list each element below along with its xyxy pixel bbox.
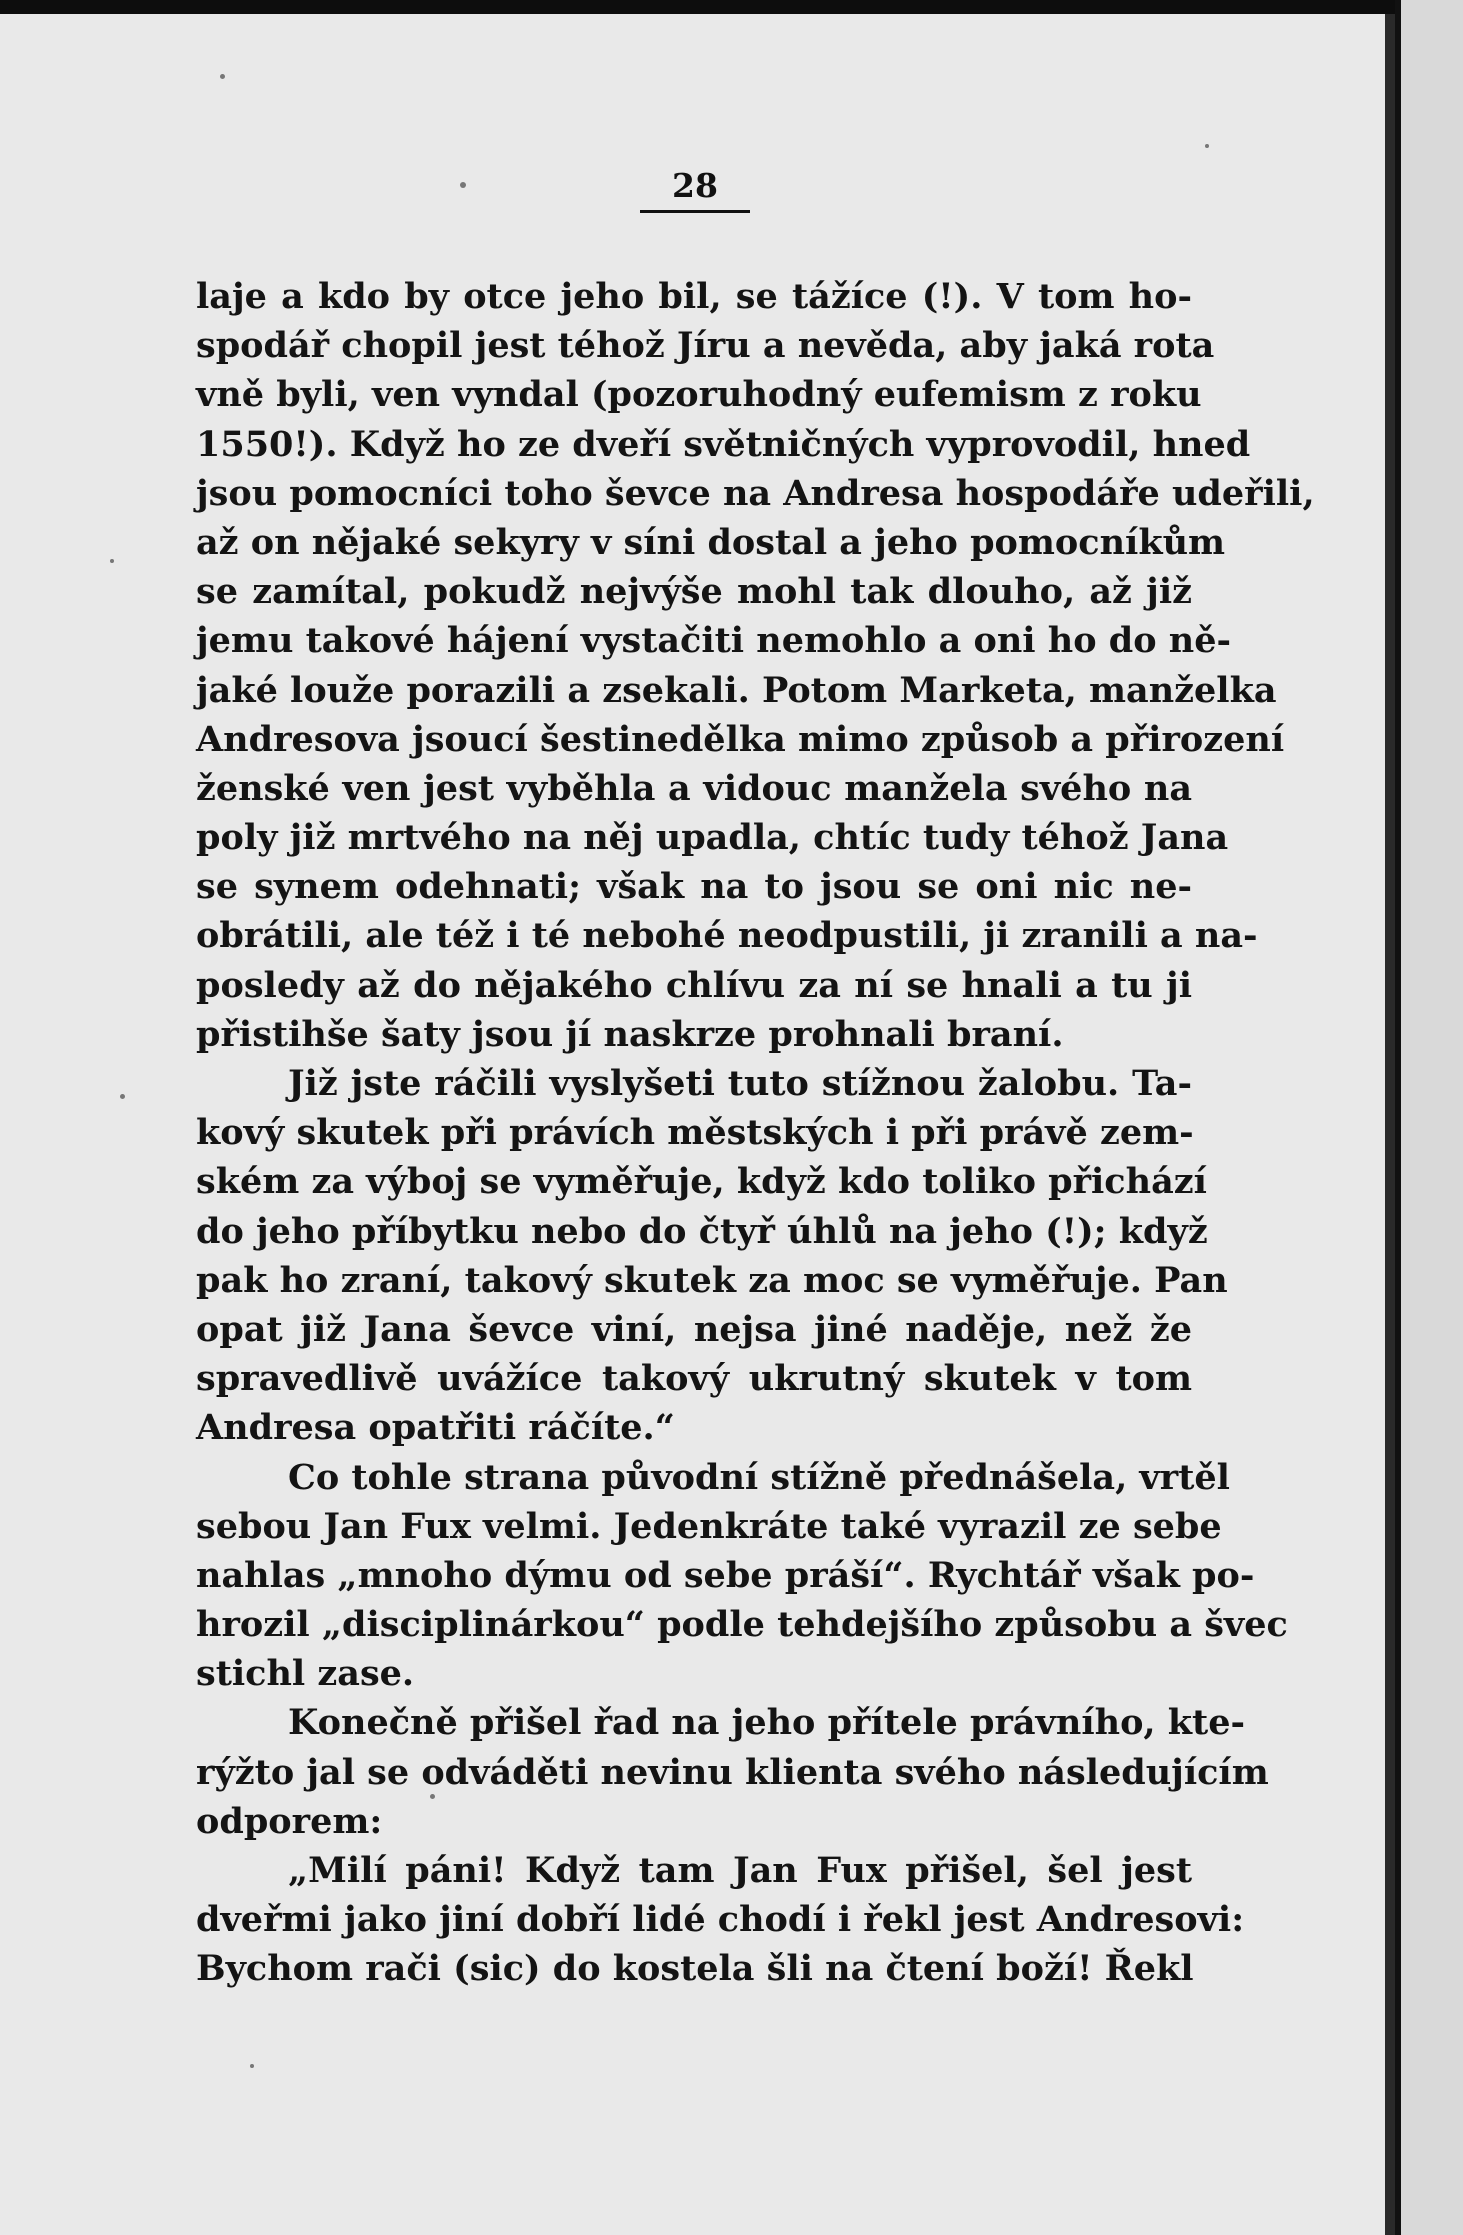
page-number-rule [640,210,750,213]
text-line: posledy až do nějakého chlívu za ní se hnali a tu ji [196,964,1192,1006]
text-line: jaké louže porazili a zsekali. Potom Marketa, manželka [196,669,1277,711]
text-line: hrozil „disciplinárkou“ podle tehdejšího způsobu a švec [196,1604,1288,1646]
page-edge-shadow [1385,14,1395,2235]
text-line: až on nějaké sekyry v síni dostal a jeho pomocníkům [196,521,1226,563]
scan-speck [460,182,466,188]
text-line: jsou pomocníci toho ševce na Andresa hospodáře udeřili, [196,472,1315,514]
text-line: sebou Jan Fux velmi. Jedenkráte také vyrazil ze sebe [196,1505,1222,1547]
scan-speck [110,559,114,563]
scan-speck [120,1094,125,1099]
text-line: Bychom rači (sic) do kostela šli na čtení boží! Řekl [196,1948,1194,1990]
text-line: spravedlivě uvážíce takový ukrutný skutek v tom [196,1358,1192,1400]
text-line: se synem odehnati; však na to jsou se oni nic ne- [196,866,1192,908]
page-number: 28 [672,166,718,205]
scan-speck [250,2064,254,2068]
scan-speck [220,74,225,79]
text-line: pak ho zraní, takový skutek za moc se vyměřuje. Pan [196,1259,1228,1301]
text-line: do jeho příbytku nebo do čtyř úhlů na jeho (!); když [196,1210,1208,1252]
text-line: laje a kdo by otce jeho bil, se tážíce (!). V tom ho- [196,276,1192,317]
text-line: dveřmi jako jiní dobří lidé chodí i řekl jest Andresovi: [196,1899,1245,1941]
text-line: opat již Jana ševce viní, nejsa jiné naděje, než že [196,1308,1192,1350]
text-line: poly již mrtvého na něj upadla, chtíc tudy téhož Jana [196,817,1229,859]
text-line: Andresa opatřiti ráčíte.“ [196,1407,675,1449]
body-text [196,272,1315,1994]
text-line: vně byli, ven vyndal (pozoruhodný eufemism z roku [196,374,1202,416]
scan-speck [1205,144,1209,148]
text-line: Andresova jsoucí šestinedělka mimo způsob a přirození [196,718,1285,760]
text-line: Co tohle strana původní stížně přednášela, vrtěl [288,1456,1230,1498]
text-line: obrátili, ale též i té nebohé neodpustili, ji zranili a na- [196,915,1258,957]
text-line: „Milí páni! Když tam Jan Fux přišel, šel jest [288,1850,1192,1891]
text-line: ském za výboj se vyměřuje, když kdo toliko přichází [196,1161,1207,1203]
text-line: odporem: [196,1800,383,1842]
text-line: Již jste ráčili vyslyšeti tuto stížnou žalobu. Ta- [288,1063,1192,1104]
text-line: 1550!). Když ho ze dveří světničných vyprovodil, hned [196,423,1251,465]
text-line: se zamítal, pokudž nejvýše mohl tak dlouho, až již [196,571,1192,613]
text-line: rýžto jal se odváděti nevinu klienta svého následujícím [196,1751,1269,1793]
binding-strip [1395,0,1463,2235]
text-line: stichl zase. [196,1653,415,1695]
text-line: nahlas „mnoho dýmu od sebe práší“. Rychtář však po- [196,1554,1255,1596]
book-page [0,14,1400,2235]
text-line: spodář chopil jest téhož Jíru a nevěda, aby jaká rota [196,325,1215,367]
text-line: Konečně přišel řad na jeho přítele právního, kte- [288,1702,1246,1744]
text-line: kový skutek při právích městských i při právě zem- [196,1112,1194,1154]
text-line: ženské ven jest vyběhla a vidouc manžela svého na [196,767,1192,809]
text-line: jemu takové hájení vystačiti nemohlo a oni ho do ně- [196,620,1232,662]
text-line: přistihše šaty jsou jí naskrze prohnali braní. [196,1013,1064,1055]
